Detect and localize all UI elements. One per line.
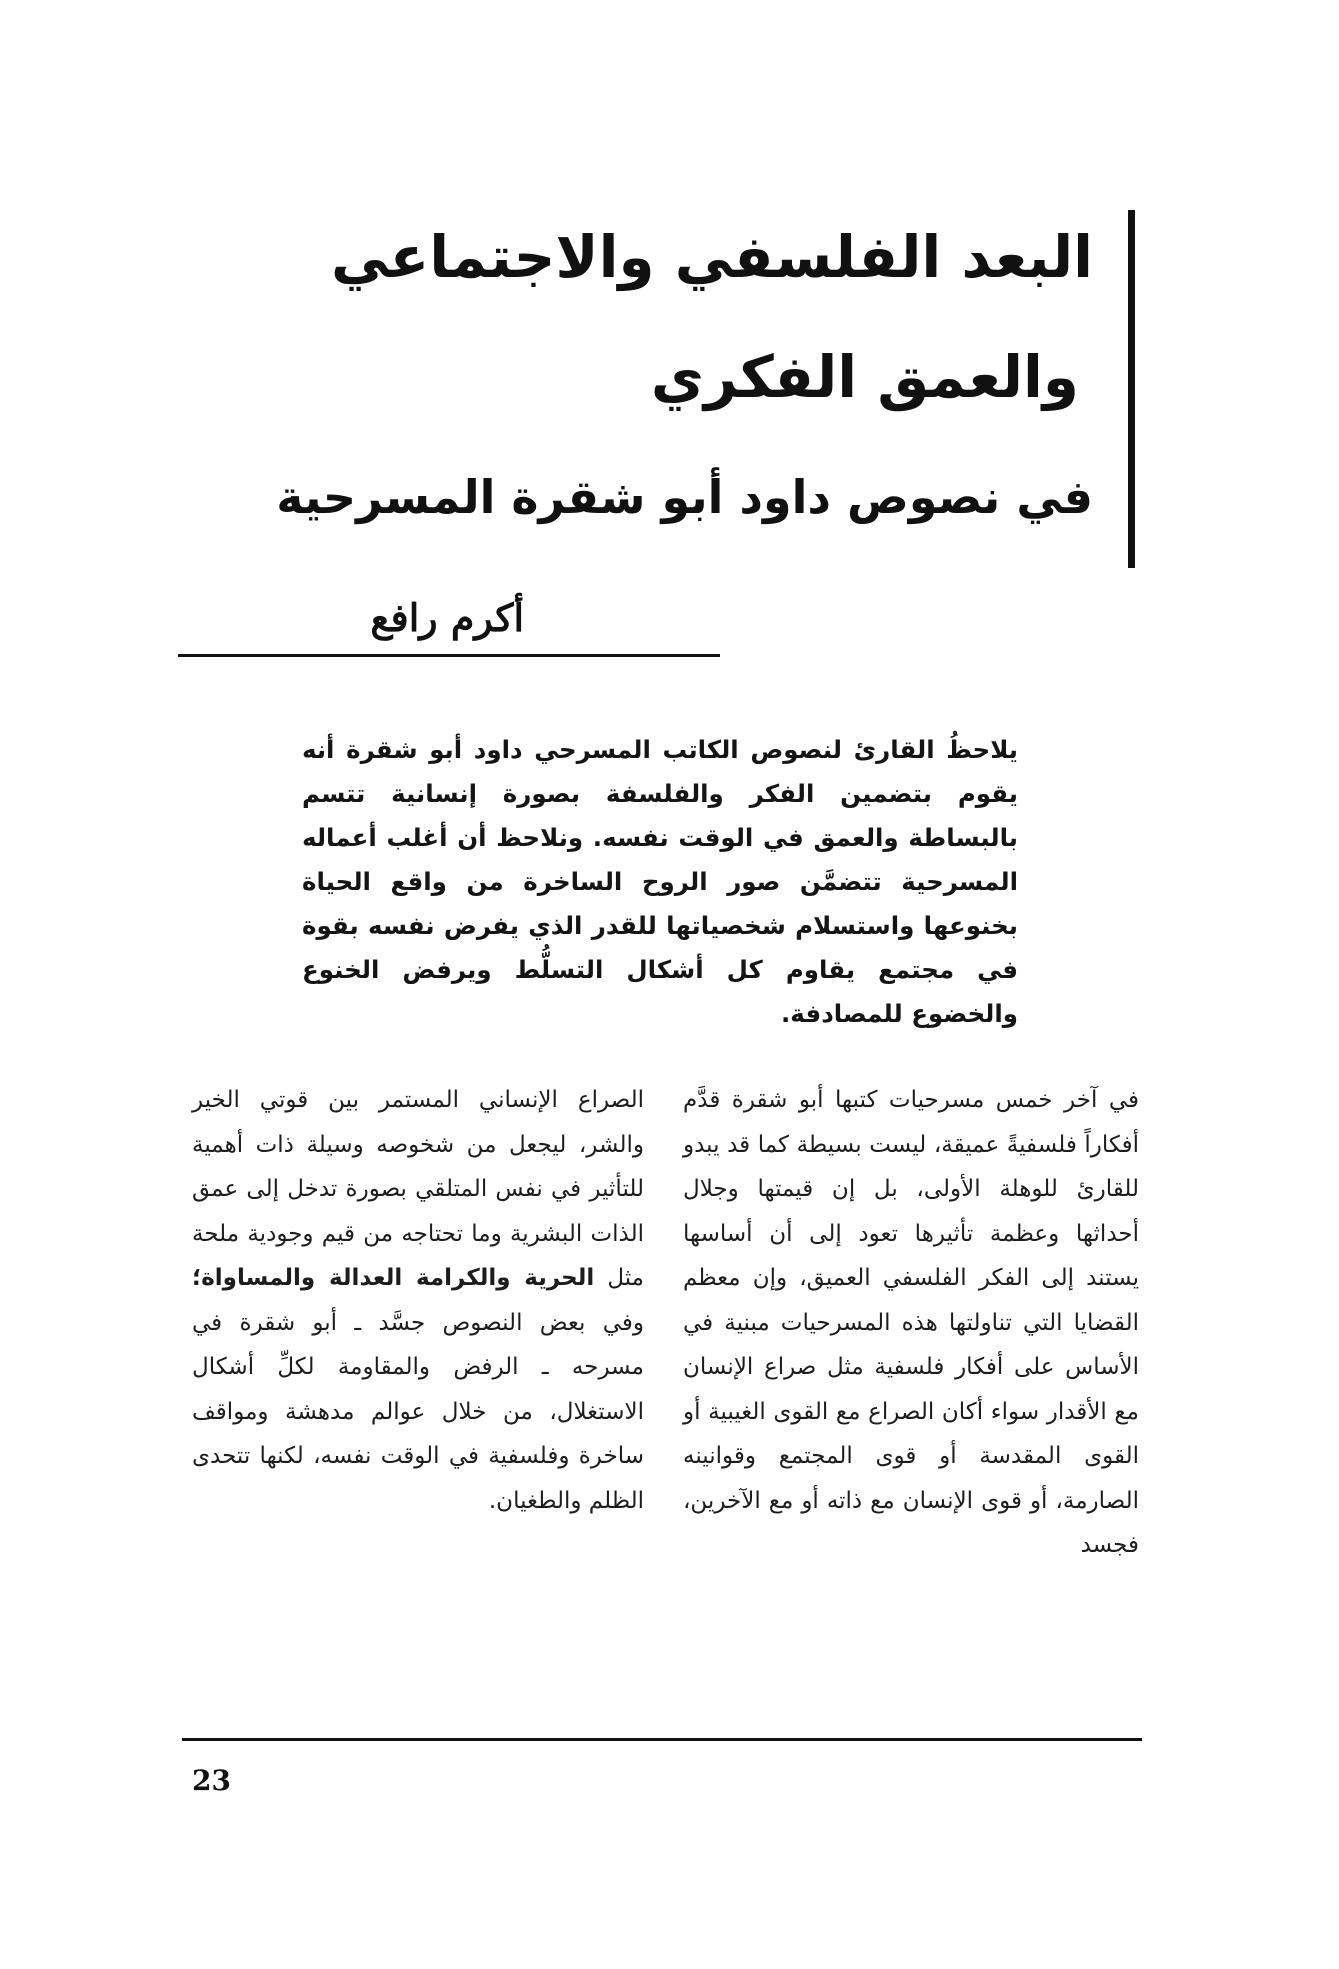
body-column-left — [192, 1078, 644, 1523]
title-vertical-rule — [1128, 210, 1135, 568]
title-line-3: في نصوص داود أبو شقرة المسرحية — [276, 470, 1093, 524]
author-underline — [178, 654, 720, 657]
body-column-left-text-2: وفي بعض النصوص جسَّد ـ أبو شقرة في مسرحه ـ الرفض والمقاومة لكلِّ أشكال الاستغلال، من خلال عوالم مدهشة ومواقف ساخرة وفلسفية في الوقت نفسه، لكنها تتحدى الظلم والطغيان. — [192, 1309, 644, 1514]
title-line-2: والعمق الفكري — [650, 343, 1079, 411]
author-name: أكرم رافع — [370, 595, 524, 640]
body-column-left-emphasis: الحرية والكرامة العدالة والمساواة؛ — [192, 1265, 595, 1291]
title-block — [276, 223, 1093, 524]
footer-rule — [182, 1738, 1142, 1741]
page-number: 23 — [192, 1764, 231, 1797]
body-column-right: في آخر خمس مسرحيات كتبها أبو شقرة قدَّم أفكاراً فلسفيةً عميقة، ليست بسيطة كما قد يبدو للقارئ للوهلة الأولى، بل إن قيمتها وجلال أحداثها وعظمة تأثيرها تعود إلى أن أساسها يستند إلى الفكر الفلسفي العميق، وإن معظم القضايا التي تناولتها هذه المسرحيات مبنية في الأساس على أفكار فلسفية مثل صراع الإنسان مع الأقدار سواء أكان الصراع مع القوى الغيبية أو القوى المقدسة أو قوى المجتمع وقوانينه الصارمة، أو قوى الإنسان مع ذاته أو مع الآخرين، فجسد — [683, 1087, 1139, 1558]
title-line-1: البعد الفلسفي والاجتماعي — [330, 223, 1093, 291]
body-column-left-text-1: الصراع الإنساني المستمر بين قوتي الخير والشر، ليجعل من شخوصه وسيلة ذات أهمية للتأثير في نفس المتلقي بصورة تدخل إلى عمق الذات البشرية وما تحتاجه من قيم وجودية ملحة مثل — [192, 1087, 644, 1291]
abstract-paragraph: يلاحظُ القارئ لنصوص الكاتب المسرحي داود أبو شقرة أنه يقوم بتضمين الفكر والفلسفة بصورة إنسانية تتسم بالبساطة والعمق في الوقت نفسه. ونلاحظ أن أغلب أعماله المسرحية تتضمَّن صور الروح الساخرة من واقع الحياة بخنوعها واستسلام شخصياتها للقدر الذي يفرض نفسه بقوة في مجتمع يقاوم كل أشكال التسلُّط ويرفض الخنوع والخضوع للمصادفة. — [302, 735, 1018, 1028]
